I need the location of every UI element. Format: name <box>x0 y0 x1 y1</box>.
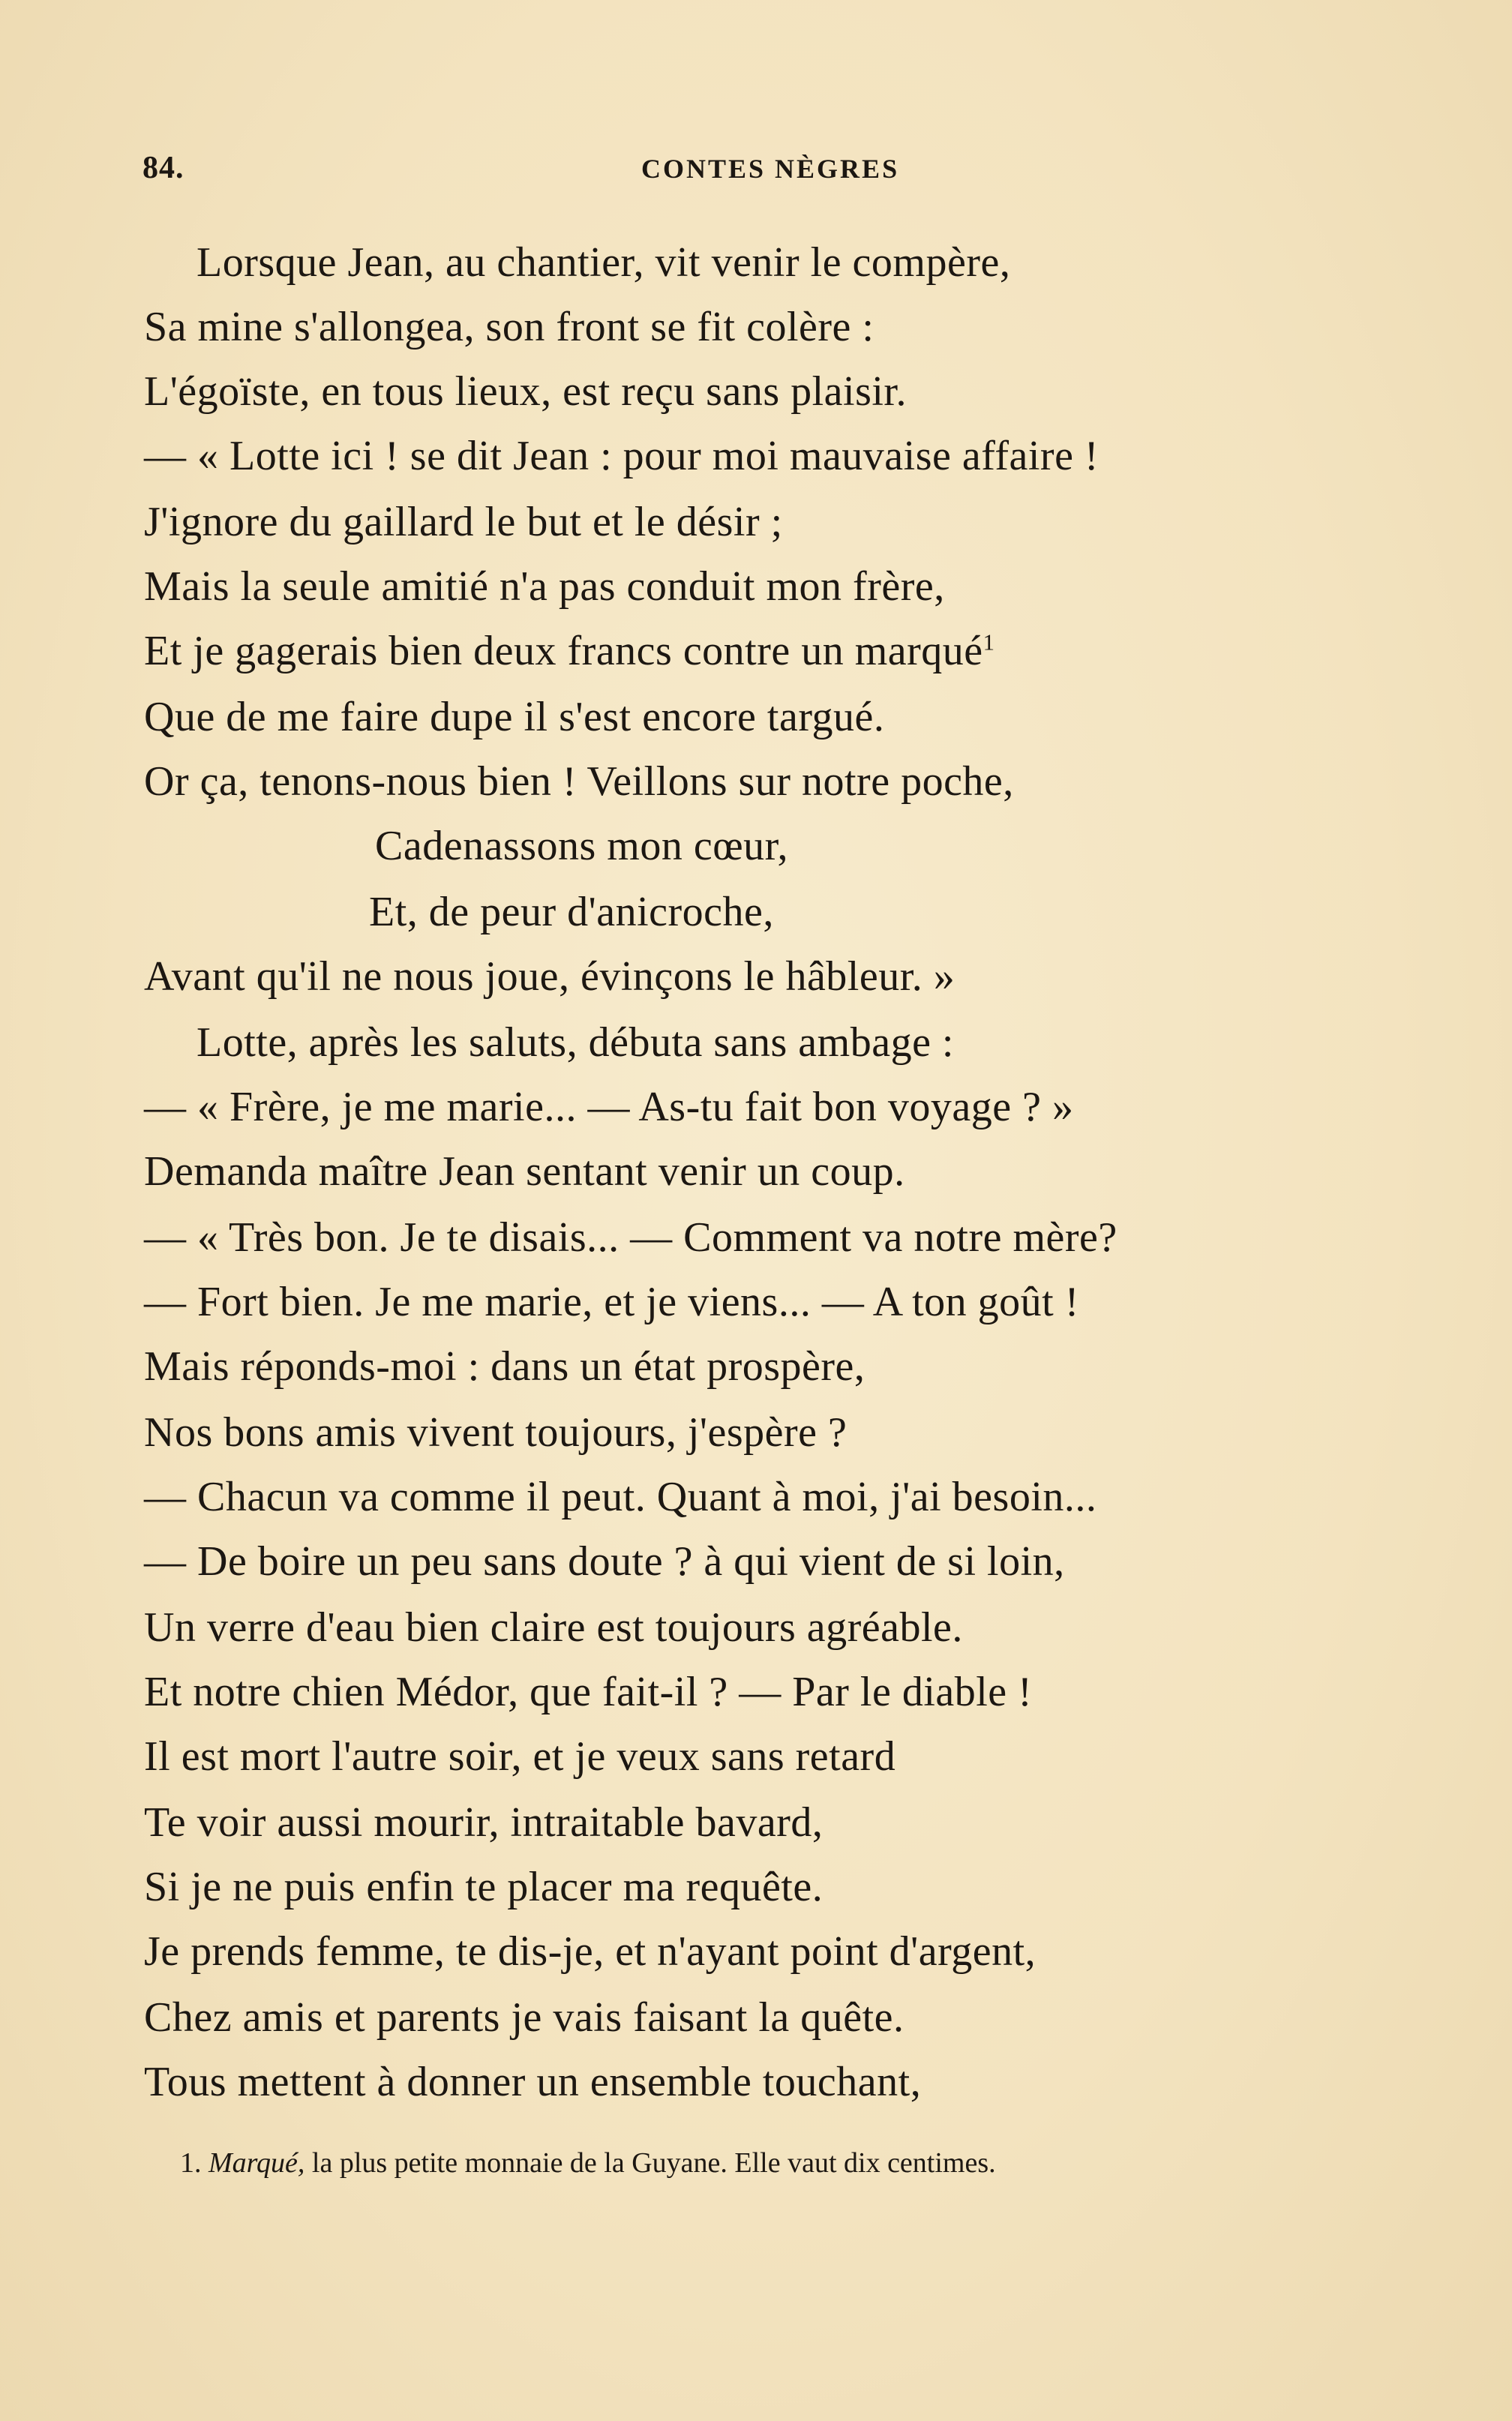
verse-line: — Fort bien. Je me marie, et je viens... — A ton goût ! <box>144 1279 1079 1325</box>
verse-line: Or ça, tenons-nous bien ! Veillons sur notre poche, <box>144 758 1014 805</box>
footnote-marker: 1 <box>982 629 995 656</box>
verse-line: Chez amis et parents je vais faisant la quête. <box>144 1994 904 2041</box>
footnote-text: la plus petite monnaie de la Guyane. Elle vaut dix centimes. <box>311 2147 996 2179</box>
verse-line-with-footnote <box>144 627 995 675</box>
running-title: CONTES NÈGRES <box>641 154 900 184</box>
verse-line: Nos bons amis vivent toujours, j'espère ? <box>144 1409 848 1456</box>
verse-line: Lotte, après les saluts, débuta sans ambage : <box>196 1019 954 1066</box>
verse-line: Lorsque Jean, au chantier, vit venir le compère, <box>196 239 1011 286</box>
verse-line: — Chacun va comme il peut. Quant à moi, j'ai besoin... <box>144 1474 1097 1520</box>
footnote <box>180 2146 996 2180</box>
verse-line: Je prends femme, te dis-je, et n'ayant point d'argent, <box>144 1928 1036 1975</box>
footnote-term: Marqué, <box>208 2147 305 2179</box>
page-number: 84. <box>142 151 184 185</box>
verse-line: Sa mine s'allongea, son front se fit colère : <box>144 304 874 350</box>
verse-line: — « Très bon. Je te disais... — Comment va notre mère? <box>144 1214 1118 1261</box>
verse-line: Demanda maître Jean sentant venir un coup. <box>144 1148 905 1195</box>
verse-line-indented: Et, de peur d'anicroche, <box>369 889 774 935</box>
verse-line: Tous mettent à donner un ensemble touchant, <box>144 2059 922 2105</box>
page-header <box>142 150 1410 195</box>
verse-line: Si je ne puis enfin te placer ma requête. <box>144 1864 824 1910</box>
verse-line: Te voir aussi mourir, intraitable bavard, <box>144 1799 824 1846</box>
verse-line: Il est mort l'autre soir, et je veux sans retard <box>144 1733 896 1780</box>
verse-line: Et notre chien Médor, que fait-il ? — Par le diable ! <box>144 1669 1033 1715</box>
verse-line: Avant qu'il ne nous joue, évinçons le hâbleur. » <box>144 953 956 1000</box>
verse-line: — De boire un peu sans doute ? à qui vient de si loin, <box>144 1538 1065 1585</box>
footnote-number: 1. <box>180 2147 202 2179</box>
verse-line: Mais la seule amitié n'a pas conduit mon frère, <box>144 563 945 610</box>
verse-line: — « Frère, je me marie... — As-tu fait bon voyage ? » <box>144 1084 1074 1130</box>
verse-line-indented: Cadenassons mon cœur, <box>375 823 789 869</box>
verse-line: J'ignore du gaillard le but et le désir ; <box>144 499 783 545</box>
verse-line-text: Et je gagerais bien deux francs contre un marqué <box>144 628 983 674</box>
verse-line: — « Lotte ici ! se dit Jean : pour moi mauvaise affaire ! <box>144 433 1100 479</box>
verse-line: Un verre d'eau bien claire est toujours agréable. <box>144 1604 963 1651</box>
verse-line: Que de me faire dupe il s'est encore targué. <box>144 694 885 740</box>
verse-line: L'égoïste, en tous lieux, est reçu sans plaisir. <box>144 368 907 415</box>
verse-line: Mais réponds-moi : dans un état prospère, <box>144 1343 866 1390</box>
